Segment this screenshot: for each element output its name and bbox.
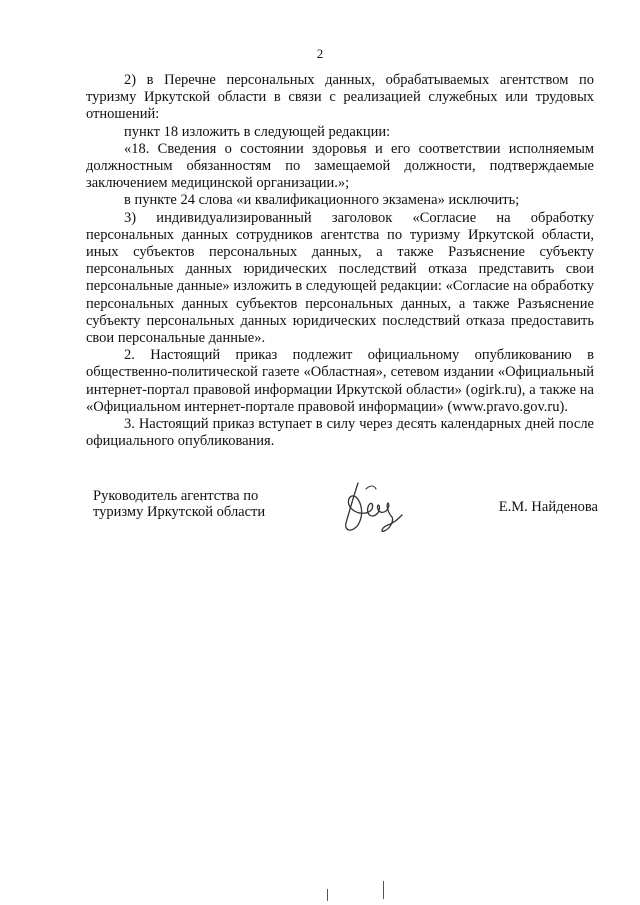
- paragraph-item-2-personal-data-list: 2) в Перечне персональных данных, обрабатываемых агентством по туризму Иркутской области в связи с реализацией служебных или трудовых отношений:: [86, 72, 594, 123]
- signature-block: [0, 489, 640, 549]
- scan-artifact-mark: [327, 889, 328, 901]
- signatory-name: Е.М. Найденова: [498, 499, 598, 515]
- page-number: 2: [316, 46, 324, 61]
- signatory-title: [93, 489, 303, 520]
- paragraph-item-3-consent-title: 3) индивидуализированный заголовок «Согласие на обработку персональных данных сотрудников агентства по туризму Иркутской области, иных субъектов персональных данных, а также Разъяснение субъекту персональных данных юридических последствий отказа представить свои персональные данные» изложить в следующей редакции: «Согласие на обработку персональных данных субъектов персональных данных, а также Разъяснение субъекту персональных данных юридических последствий отказа предоставить свои персональные данные».: [86, 209, 594, 347]
- paragraph-point-18-text: «18. Сведения о состоянии здоровья и его соответствии исполняемым должностным обязанностям по замещаемой должности, подтверждаемые заключением медицинской организации.»;: [86, 140, 594, 192]
- signatory-title-line-1: Руководитель агентства по: [93, 488, 259, 504]
- scan-artifact-mark: [383, 881, 384, 899]
- paragraph-effective-date: 3. Настоящий приказ вступает в силу через десять календарных дней после официального опубликования.: [86, 416, 594, 450]
- document-body: [86, 72, 594, 450]
- signatory-title-line-2: туризму Иркутской области: [93, 503, 266, 520]
- paragraph-point-24: в пункте 24 слова «и квалификационного экзамена» исключить;: [124, 192, 520, 209]
- paragraph-publication: 2. Настоящий приказ подлежит официальному опубликованию в общественно-политической газете «Областная», сетевом издании «Официальный интернет-портал правовой информации Иркутской области» (ogirk.ru), а также на «Официальном интернет-портале правовой информации» (www.pravo.gov.ru).: [86, 347, 594, 415]
- handwritten-signature: [336, 475, 408, 545]
- paragraph-point-18-intro: пункт 18 изложить в следующей редакции:: [124, 123, 391, 140]
